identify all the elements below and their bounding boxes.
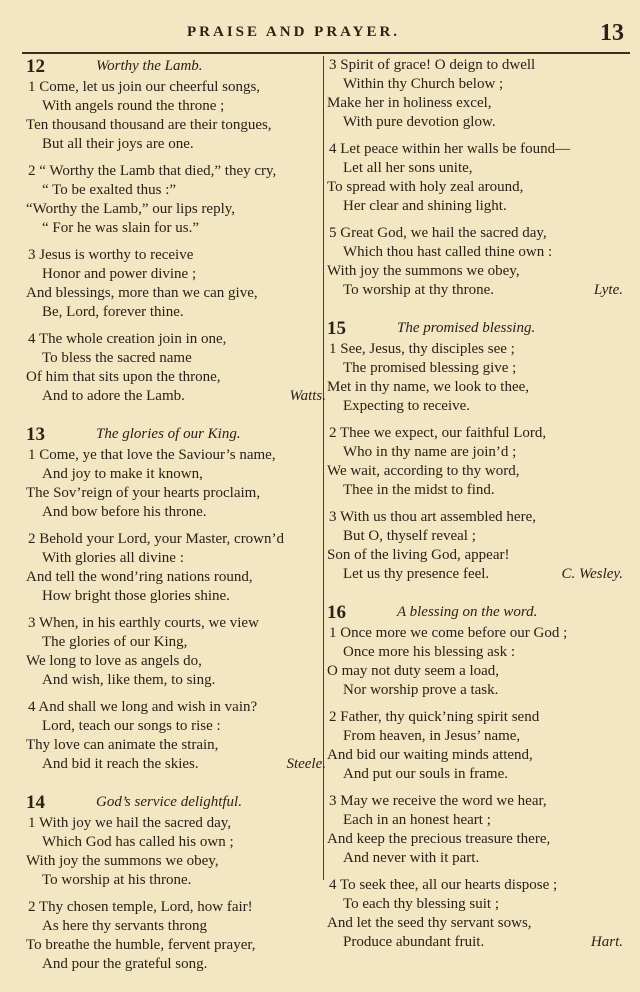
stanza — [26, 530, 326, 606]
verse-text: Nor worship prove a task. — [343, 682, 499, 698]
verse-text: And pour the grateful song. — [42, 956, 208, 972]
right-column — [327, 56, 623, 970]
verse-line — [26, 162, 326, 181]
verse-line — [26, 755, 326, 774]
hymn-number: 13 — [26, 424, 45, 445]
verse-line — [327, 565, 623, 584]
verse-text: Once more his blessing ask : — [343, 644, 516, 660]
verse-line — [26, 814, 326, 833]
verse-text: Be, Lord, forever thine. — [42, 304, 184, 320]
page-number: 13 — [600, 20, 624, 46]
verse-line — [327, 75, 623, 94]
verse-text: 3 May we receive the word we hear, — [329, 793, 547, 809]
stanza — [26, 78, 326, 154]
verse-text: And wish, like them, to sing. — [42, 672, 216, 688]
verse-line — [26, 78, 326, 97]
hymn-heading — [327, 318, 623, 340]
verse-text: To worship at thy throne. — [343, 282, 495, 298]
stanza — [327, 792, 623, 868]
verse-text: And bid our waiting minds attend, — [327, 747, 533, 763]
hymn-author: Steele. — [286, 756, 326, 772]
verse-line — [26, 717, 326, 736]
verse-text: 2 “ Worthy the Lamb that died,” they cry, — [28, 163, 277, 179]
verse-text: Within thy Church below ; — [343, 76, 504, 92]
verse-text: “Worthy the Lamb,” our lips reply, — [26, 201, 236, 217]
verse-text: And tell the wond’ring nations round, — [26, 569, 253, 585]
verse-text: 1 Once more we come before our God ; — [329, 625, 568, 641]
verse-text: From heaven, in Jesus’ name, — [343, 728, 521, 744]
verse-line — [26, 484, 326, 503]
verse-line — [327, 933, 623, 952]
verse-text: And blessings, more than we can give, — [26, 285, 258, 301]
verse-line — [26, 614, 326, 633]
verse-line — [327, 830, 623, 849]
verse-line — [327, 895, 623, 914]
verse-line — [327, 359, 623, 378]
verse-line — [327, 113, 623, 132]
verse-line — [26, 871, 326, 890]
verse-text: Who in thy name are join’d ; — [343, 444, 517, 460]
stanza — [26, 446, 326, 522]
verse-line — [327, 243, 623, 262]
verse-line — [26, 349, 326, 368]
stanza — [327, 624, 623, 700]
verse-line — [26, 652, 326, 671]
hymn-author: Hart. — [590, 934, 623, 950]
verse-text: But all their joys are one. — [42, 136, 194, 152]
verse-text: To each thy blessing suit ; — [343, 896, 500, 912]
stanza — [26, 614, 326, 690]
verse-line — [327, 224, 623, 243]
verse-text: 1 Come, ye that love the Saviour’s name, — [28, 447, 276, 463]
hymn-author: C. Wesley. — [561, 566, 623, 582]
verse-line — [26, 568, 326, 587]
verse-text: And let the seed thy servant sows, — [327, 915, 532, 931]
left-column — [26, 56, 326, 992]
verse-line — [327, 727, 623, 746]
hymn-author: Watts. — [289, 388, 326, 404]
verse-text: 3 Jesus is worthy to receive — [28, 247, 194, 263]
verse-line — [327, 746, 623, 765]
stanza — [26, 330, 326, 406]
verse-line — [327, 527, 623, 546]
verse-line — [327, 397, 623, 416]
verse-text: 1 With joy we hail the sacred day, — [28, 815, 232, 831]
verse-line — [327, 443, 623, 462]
verse-text: 1 See, Jesus, thy disciples see ; — [329, 341, 515, 357]
verse-line — [26, 368, 326, 387]
verse-text: With glories all divine : — [42, 550, 184, 566]
verse-line — [327, 792, 623, 811]
verse-text: Which God has called his own ; — [42, 834, 234, 850]
stanza — [327, 424, 623, 500]
stanza — [327, 876, 623, 952]
verse-line — [327, 159, 623, 178]
verse-text: Son of the living God, appear! — [327, 547, 510, 563]
hymn-title: The glories of our King. — [96, 426, 241, 442]
verse-line — [327, 876, 623, 895]
verse-text: And put our souls in frame. — [343, 766, 508, 782]
verse-text: To breathe the humble, fervent prayer, — [26, 937, 256, 953]
verse-text: Lord, teach our songs to rise : — [42, 718, 221, 734]
verse-text: To bless the sacred name — [42, 350, 192, 366]
stanza — [26, 162, 326, 238]
verse-line — [26, 116, 326, 135]
hymn-number: 12 — [26, 56, 45, 77]
verse-text: 4 And shall we long and wish in vain? — [28, 699, 258, 715]
verse-text: And joy to make it known, — [42, 466, 203, 482]
verse-line — [327, 643, 623, 662]
stanza — [327, 708, 623, 784]
verse-text: And bid it reach the skies. — [42, 756, 199, 772]
verse-line — [26, 736, 326, 755]
verse-line — [26, 852, 326, 871]
verse-text: 4 To seek thee, all our hearts dispose ; — [329, 877, 558, 893]
verse-text: 2 Behold your Lord, your Master, crown’d — [28, 531, 285, 547]
verse-text: How bright those glories shine. — [42, 588, 230, 604]
verse-line — [26, 936, 326, 955]
verse-text: Met in thy name, we look to thee, — [327, 379, 530, 395]
verse-line — [26, 284, 326, 303]
hymn — [26, 56, 326, 406]
verse-line — [327, 708, 623, 727]
hymn — [327, 602, 623, 952]
verse-text: As here thy servants throng — [42, 918, 207, 934]
verse-text: 1 Come, let us join our cheerful songs, — [28, 79, 261, 95]
verse-line — [26, 898, 326, 917]
stanza — [327, 56, 623, 132]
hymn-heading — [327, 602, 623, 624]
verse-line — [327, 340, 623, 359]
verse-text: 2 Thee we expect, our faithful Lord, — [329, 425, 547, 441]
verse-text: 3 When, in his earthly courts, we view — [28, 615, 259, 631]
verse-line — [327, 424, 623, 443]
verse-line — [327, 765, 623, 784]
verse-line — [26, 671, 326, 690]
stanza — [26, 814, 326, 890]
verse-line — [327, 914, 623, 933]
verse-text: Which thou hast called thine own : — [343, 244, 553, 260]
verse-text: Of him that sits upon the throne, — [26, 369, 221, 385]
stanza — [327, 340, 623, 416]
verse-text: And keep the precious treasure there, — [327, 831, 551, 847]
verse-line — [26, 246, 326, 265]
verse-line — [327, 462, 623, 481]
verse-line — [327, 481, 623, 500]
verse-line — [26, 633, 326, 652]
verse-text: The glories of our King, — [42, 634, 188, 650]
verse-line — [327, 94, 623, 113]
verse-text: And bow before his throne. — [42, 504, 207, 520]
verse-line — [26, 135, 326, 154]
verse-text: 2 Thy chosen temple, Lord, how fair! — [28, 899, 253, 915]
verse-text: Honor and power divine ; — [42, 266, 197, 282]
verse-text: Let all her sons unite, — [343, 160, 473, 176]
stanza — [327, 140, 623, 216]
verse-line — [26, 465, 326, 484]
verse-text: With joy the summons we obey, — [26, 853, 219, 869]
verse-text: The promised blessing give ; — [343, 360, 517, 376]
verse-line — [327, 508, 623, 527]
hymn-heading — [26, 424, 326, 446]
verse-line — [26, 97, 326, 116]
verse-text: Let us thy presence feel. — [343, 566, 490, 582]
verse-text: Thy love can animate the strain, — [26, 737, 219, 753]
verse-line — [26, 265, 326, 284]
verse-text: To worship at his throne. — [42, 872, 192, 888]
stanza — [26, 698, 326, 774]
verse-text: Produce abundant fruit. — [343, 934, 485, 950]
hymn-number: 15 — [327, 318, 346, 339]
hymn-heading — [26, 56, 326, 78]
verse-line — [327, 811, 623, 830]
verse-text: With angels round the throne ; — [42, 98, 225, 114]
verse-line — [26, 549, 326, 568]
verse-text: 3 With us thou art assembled here, — [329, 509, 536, 525]
verse-line — [327, 849, 623, 868]
verse-line — [26, 587, 326, 606]
hymn-title: A blessing on the word. — [397, 604, 538, 620]
verse-text: Each in an honest heart ; — [343, 812, 491, 828]
verse-text: With pure devotion glow. — [343, 114, 496, 130]
stanza — [327, 508, 623, 584]
verse-line — [327, 662, 623, 681]
verse-text: 2 Father, thy quick’ning spirit send — [329, 709, 540, 725]
verse-text: We long to love as angels do, — [26, 653, 202, 669]
hymn-author: Lyte. — [593, 282, 623, 298]
verse-line — [327, 681, 623, 700]
verse-line — [26, 387, 326, 406]
verse-text: Ten thousand thousand are their tongues, — [26, 117, 272, 133]
verse-line — [327, 624, 623, 643]
verse-line — [26, 330, 326, 349]
verse-text: Expecting to receive. — [343, 398, 471, 414]
verse-text: The Sov’reign of your hearts proclaim, — [26, 485, 261, 501]
hymn — [26, 424, 326, 774]
hymn-title: The promised blessing. — [397, 320, 536, 336]
verse-text: But O, thyself reveal ; — [343, 528, 476, 544]
verse-line — [26, 955, 326, 974]
verse-text: 4 The whole creation join in one, — [28, 331, 227, 347]
verse-line — [327, 262, 623, 281]
hymn — [327, 56, 623, 300]
verse-text: Make her in holiness excel, — [327, 95, 492, 111]
verse-line — [26, 181, 326, 200]
verse-line — [26, 698, 326, 717]
verse-line — [327, 178, 623, 197]
hymn — [327, 318, 623, 584]
verse-line — [26, 917, 326, 936]
hymn-number: 14 — [26, 792, 45, 813]
verse-text: 3 Spirit of grace! O deign to dwell — [329, 57, 536, 73]
verse-text: 4 Let peace within her walls be found— — [329, 141, 571, 157]
verse-text: Thee in the midst to find. — [343, 482, 495, 498]
verse-text: To spread with holy zeal around, — [327, 179, 524, 195]
verse-line — [327, 378, 623, 397]
verse-line — [26, 503, 326, 522]
verse-line — [327, 197, 623, 216]
hymn — [26, 792, 326, 974]
stanza — [26, 246, 326, 322]
verse-text: With joy the summons we obey, — [327, 263, 520, 279]
verse-text: And to adore the Lamb. — [42, 388, 185, 404]
verse-line — [26, 200, 326, 219]
verse-text: “ For he was slain for us.” — [42, 220, 200, 236]
verse-text: O may not duty seem a load, — [327, 663, 500, 679]
verse-line — [26, 833, 326, 852]
hymn-title: God’s service delightful. — [96, 794, 242, 810]
verse-text: “ To be exalted thus :” — [42, 182, 177, 198]
verse-line — [327, 140, 623, 159]
page-header — [22, 18, 630, 54]
verse-line — [327, 546, 623, 565]
verse-text: Her clear and shining light. — [343, 198, 507, 214]
verse-line — [26, 530, 326, 549]
verse-text: We wait, according to thy word, — [327, 463, 520, 479]
hymn-title: Worthy the Lamb. — [96, 58, 203, 74]
verse-line — [26, 303, 326, 322]
verse-text: 5 Great God, we hail the sacred day, — [329, 225, 547, 241]
hymn-number: 16 — [327, 602, 346, 623]
verse-text: And never with it part. — [343, 850, 480, 866]
stanza — [26, 898, 326, 974]
hymn-heading — [26, 792, 326, 814]
verse-line — [26, 219, 326, 238]
verse-line — [327, 281, 623, 300]
running-head: PRAISE AND PRAYER. — [187, 24, 401, 40]
stanza — [327, 224, 623, 300]
verse-line — [327, 56, 623, 75]
verse-line — [26, 446, 326, 465]
